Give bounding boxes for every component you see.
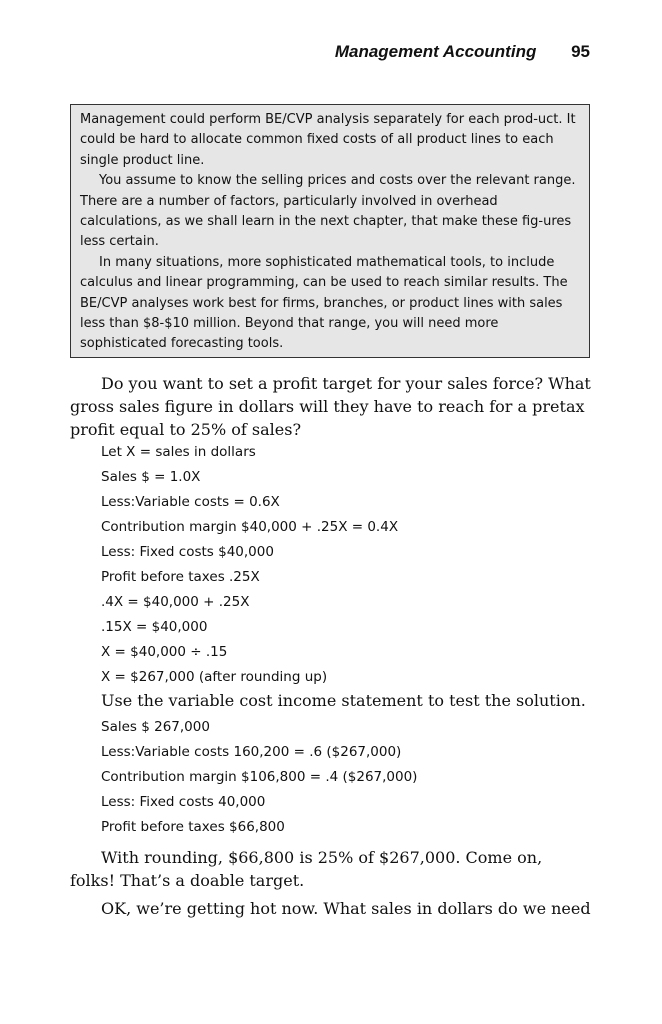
note-paragraph-1: Management could perform BE/CVP analysis separately for each prod-uct. It could be hard to allocate common fixed costs of all product lines to each single product line. bbox=[80, 112, 576, 168]
calc-line: Contribution margin $40,000 + .25X = 0.4X bbox=[101, 519, 399, 535]
statement-line: Profit before taxes $66,800 bbox=[101, 819, 285, 835]
calc-line: .4X = $40,000 + .25X bbox=[101, 594, 250, 610]
calculation-block bbox=[101, 440, 398, 690]
running-header bbox=[0, 42, 590, 62]
running-title: Management Accounting bbox=[334, 42, 537, 61]
page-number: 95 bbox=[571, 42, 590, 61]
test-instruction: Use the variable cost income statement to test the solution. bbox=[101, 691, 586, 710]
statement-line: Less:Variable costs 160,200 = .6 ($267,000) bbox=[101, 744, 402, 760]
note-paragraph-3: In many situations, more sophisticated mathematical tools, to include calculus and linear programming, can be used to reach similar results. The BE/CVP analyses work best for firms, branches, or product lines with sales less than $8-$10 million. Beyond that range, you will need more sophisticated forecasting tools. bbox=[80, 254, 568, 352]
statement-line: Sales $ 267,000 bbox=[101, 719, 210, 735]
body-paragraph-2 bbox=[70, 846, 592, 892]
calc-line: Less:Variable costs = 0.6X bbox=[101, 494, 280, 510]
calc-line: X = $40,000 ÷ .15 bbox=[101, 644, 228, 660]
body-paragraph-3-text: OK, we’re getting hot now. What sales in dollars do we need bbox=[101, 899, 591, 918]
body-paragraph-1-text: Do you want to set a profit target for your sales force? What gross sales figure in dollars will they have to reach for a pretax profit equal to 25% of sales? bbox=[70, 374, 591, 439]
calc-line: Profit before taxes .25X bbox=[101, 569, 260, 585]
calc-line: X = $267,000 (after rounding up) bbox=[101, 669, 328, 685]
body-paragraph-1 bbox=[70, 372, 592, 441]
calc-line: Let X = sales in dollars bbox=[101, 444, 256, 460]
statement-line: Contribution margin $106,800 = .4 ($267,000) bbox=[101, 769, 418, 785]
body-paragraph-2-text: With rounding, $66,800 is 25% of $267,000. Come on, folks! That’s a doable target. bbox=[70, 848, 543, 890]
statement-line: Less: Fixed costs 40,000 bbox=[101, 794, 266, 810]
calc-line: Less: Fixed costs $40,000 bbox=[101, 544, 274, 560]
calc-line: Sales $ = 1.0X bbox=[101, 469, 201, 485]
calc-line: .15X = $40,000 bbox=[101, 619, 208, 635]
income-statement-block bbox=[101, 715, 417, 840]
body-paragraph-3 bbox=[70, 897, 592, 920]
sidebar-note-box bbox=[70, 104, 590, 358]
note-paragraph-2: You assume to know the selling prices and costs over the relevant range. There are a number of factors, particularly involved in overhead calculations, as we shall learn in the next chapter, that make these fig-ures less certain. bbox=[80, 173, 576, 250]
